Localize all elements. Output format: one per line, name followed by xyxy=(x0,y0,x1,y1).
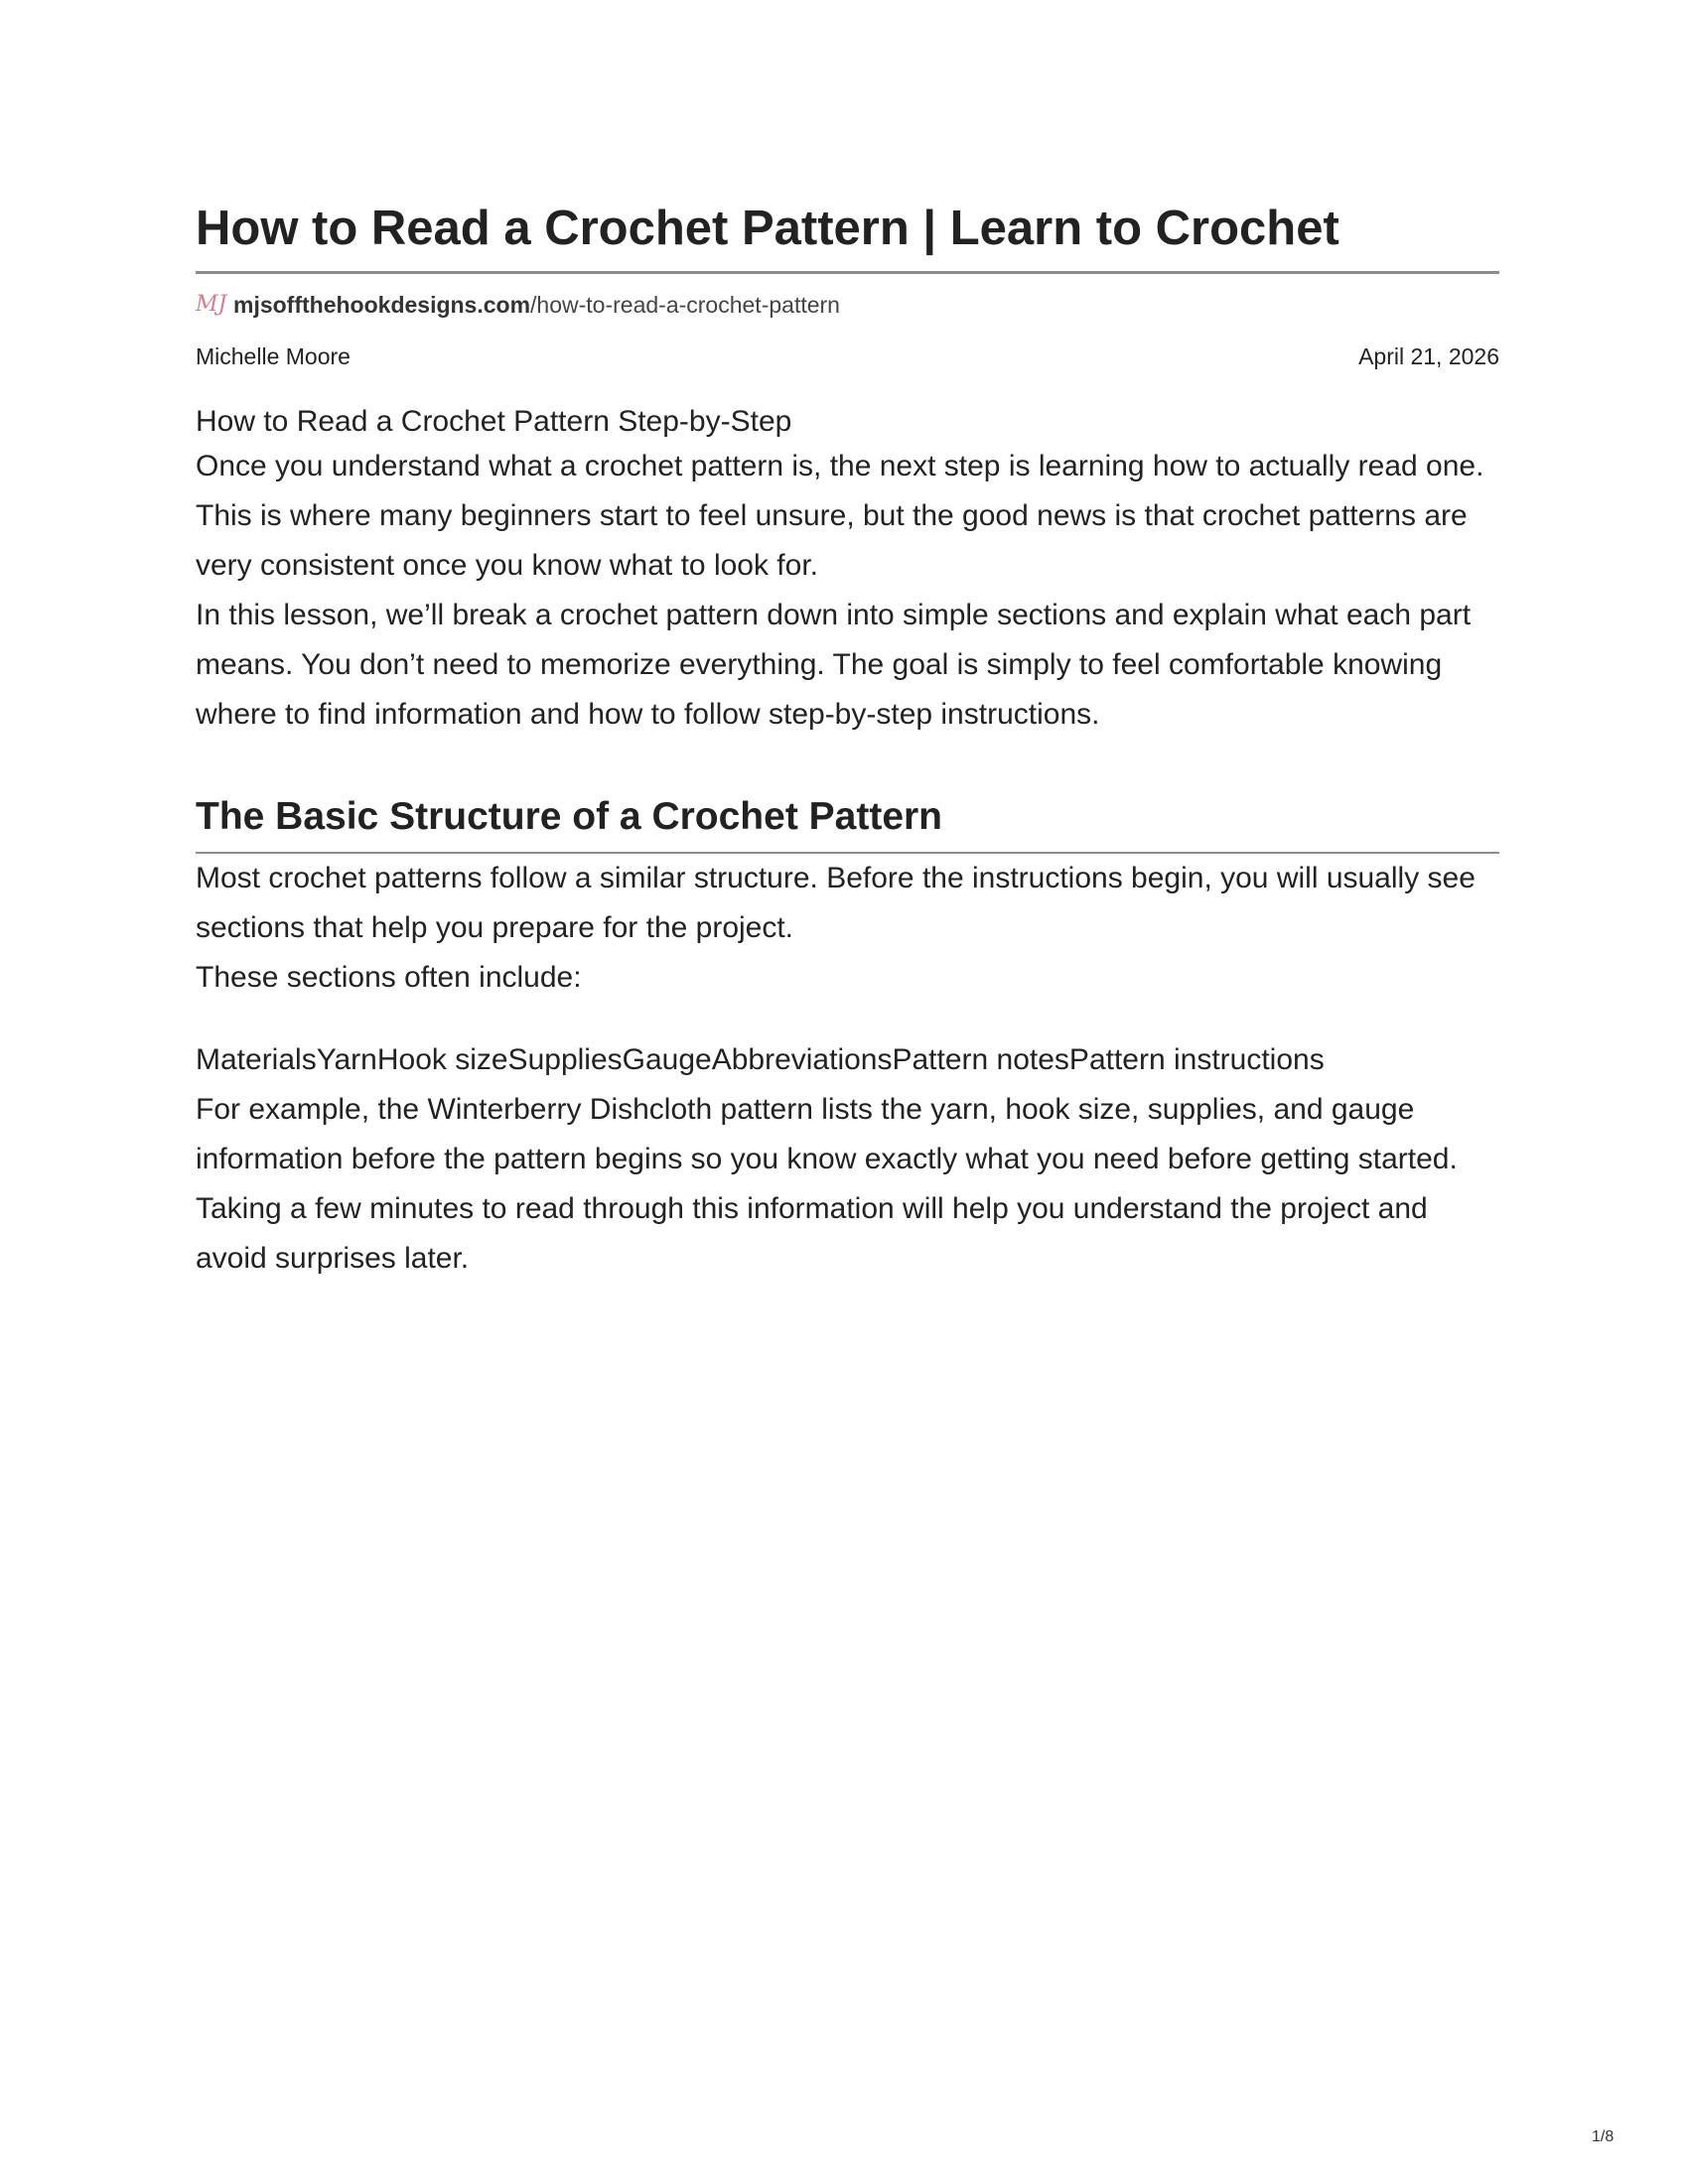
page-number: 1/8 xyxy=(1592,2128,1615,2145)
mj-logo-icon: MJ xyxy=(196,292,227,317)
article-meta xyxy=(196,341,1499,371)
title-divider xyxy=(196,271,1499,274)
article xyxy=(196,189,1499,1284)
article-subtitle: How to Read a Crochet Pattern Step-by-Step xyxy=(196,405,792,438)
sections-list: MaterialsYarnHook sizeSuppliesGaugeAbbreviationsPattern notesPattern instructions xyxy=(196,1043,1325,1076)
author-name: Michelle Moore xyxy=(196,343,351,369)
publish-date: April 21, 2026 xyxy=(1358,343,1499,369)
source-line xyxy=(196,290,1499,320)
paragraph: Taking a few minutes to read through this information will help you understand the project and avoid surprises later. xyxy=(196,1192,1428,1275)
paragraph: In this lesson, we’ll break a crochet pattern down into simple sections and explain what each part means. You don’t need to memorize everything. The goal is simply to feel comfortable knowing where to find information and how to follow step-by-step instructions. xyxy=(196,599,1472,731)
paragraph: Once you understand what a crochet pattern is, the next step is learning how to actually read one. This is where many beginners start to feel unsure, but the good news is that crochet patterns are very consistent once you know what to look for. xyxy=(196,450,1484,582)
article-title: How to Read a Crochet Pattern | Learn to Crochet xyxy=(196,202,1339,255)
section-heading: The Basic Structure of a Crochet Pattern xyxy=(196,795,943,838)
paragraph: Most crochet patterns follow a similar structure. Before the instructions begin, you will usually see sections that help you prepare for the project. xyxy=(196,862,1476,944)
paragraph: These sections often include: xyxy=(196,961,582,994)
source-path[interactable]: /how-to-read-a-crochet-pattern xyxy=(530,292,840,318)
source-domain[interactable]: mjsoffthehookdesigns.com xyxy=(233,292,531,318)
paragraph: For example, the Winterberry Dishcloth pattern lists the yarn, hook size, supplies, and gauge information before the pattern begins so you know exactly what you need before getting started. xyxy=(196,1093,1458,1175)
